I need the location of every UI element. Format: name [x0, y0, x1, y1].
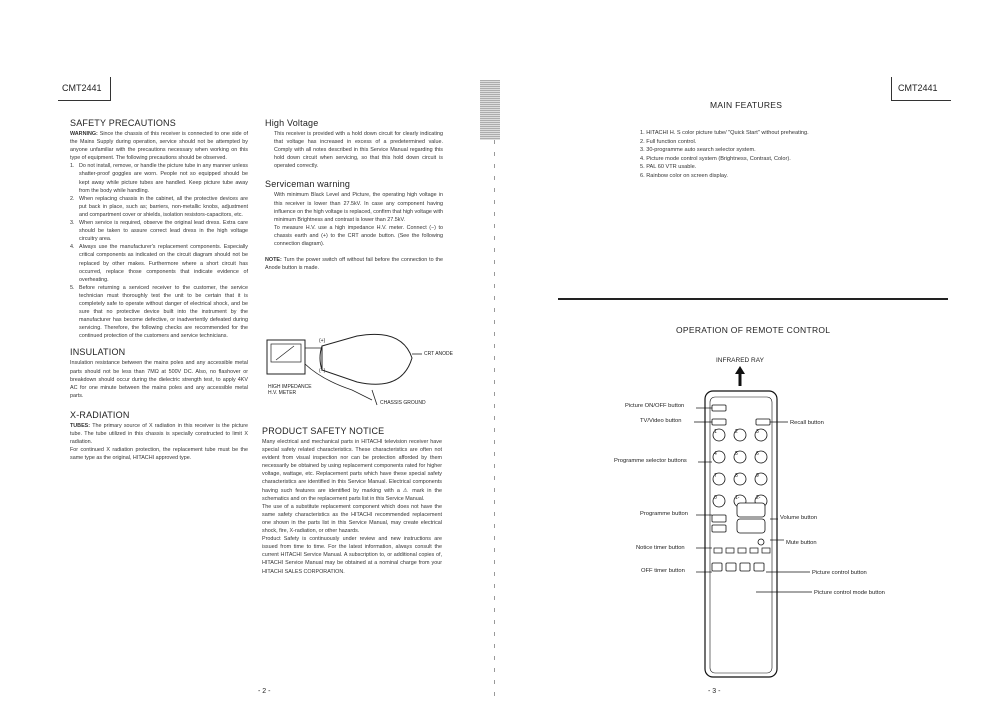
key-label-4: 4 — [714, 451, 717, 457]
label-programme-selector: Programme selector buttons — [614, 458, 687, 464]
serviceman-title: Serviceman warning — [265, 179, 351, 190]
list-item: 4. Picture mode control system (Brightness, Contrast, Color). — [640, 155, 791, 162]
note — [265, 256, 443, 272]
safety-title: SAFETY PRECAUTIONS — [70, 118, 176, 128]
insulation-title: INSULATION — [70, 347, 126, 358]
list-item: 4. Always use the manufacturer's replacement components. Especially critical components as indicated on the circuit diagram should not be replaced by other makes. Furthermore where a short circuit has occurred, replace those components that indicate evidence of overheating. — [70, 244, 248, 283]
label-tv-video: TV/Video button — [640, 418, 682, 424]
label-volume: Volume button — [780, 515, 818, 521]
label-mute: Mute button — [786, 540, 817, 546]
label-off-timer: OFF timer button — [641, 568, 685, 574]
list-item: 5. Before returning a serviced receiver to the customer, the service technician must thoroughly test the unit to be certain that it is completely safe to operate without danger of electrical shock, and be sure that no protective device built into the instrument by the manufacturer has become defective, or inadvertently defeated during servicing. Therefore, the following checks are recommended for the continued protection of the customers and service technicians. — [70, 284, 248, 340]
label-picture-onoff: Picture ON/OFF button — [625, 403, 685, 409]
left-header — [62, 83, 102, 93]
tubes-label: TUBES: — [70, 422, 91, 429]
note-text: Turn the power switch off without fail before the connection to the Anode button is made. — [265, 257, 443, 272]
right-page-number: - 3 - — [708, 688, 721, 695]
crt-tube-icon — [322, 334, 412, 384]
infrared-label: INFRARED RAY — [716, 357, 764, 364]
high-voltage-text: This receiver is provided with a hold down circuit for clearly indicating that voltage has increased in excess of a predetermined value. Comply with all notes described in this Service Manual regarding this hold down circuit when servicing, so that this hold down circuit is operated correctly. — [274, 131, 443, 170]
key-label-5: 5 — [735, 451, 738, 457]
xradiation-text: TUBES: The primary source of X radiation in this receiver is the picture tube. The tube utilized in this chassis is specially constructed to limit X radiation. For continued X radiation protection, the replacement tube must be the same type as the original, HITACHI approved type. — [70, 422, 248, 462]
key-label-3: 3 — [756, 429, 759, 435]
note-label: NOTE: — [265, 257, 282, 264]
diagram-minus: (−) — [319, 368, 326, 374]
diagram-plus: (+) — [319, 338, 326, 344]
left-header-rule — [58, 100, 110, 101]
label-picture-control: Picture control button — [812, 570, 867, 576]
left-column-1 — [70, 118, 248, 462]
list-item: 1. Do not install, remove, or handle the picture tube in any manner unless shatter-proof goggles are worn. People not so equipped should be kept away while picture tubes are handled. Keep picture tube away from the body while handling. — [70, 163, 249, 194]
key-label-1: 1 — [714, 429, 717, 435]
right-header — [898, 83, 938, 93]
product-safety-block — [262, 426, 442, 576]
list-item: 1. HITACHI H. S color picture tube/ "Quick Start" without preheating. — [640, 130, 809, 136]
label-recall: Recall button — [790, 420, 824, 426]
list-item: 3. When service is required, observe the original lead dress. Extra care should be taken to assure correct lead dress in the high voltage circuitry area. — [70, 220, 248, 243]
hv-meter-icon — [267, 340, 305, 374]
list-item: 6. Rainbow color on screen display. — [640, 172, 728, 179]
right-header-rule — [891, 100, 951, 101]
key-label-2: 2 — [735, 429, 738, 435]
list-item: 3. 30-programme auto search selector system. — [640, 147, 756, 154]
left-header-tick — [110, 77, 111, 101]
product-safety-title: PRODUCT SAFETY NOTICE — [262, 426, 385, 436]
safety-intro-text: Since the chassis of this receiver is connected to one side of the Mains Supply during operation, service should not be attempted by anyone unfamiliar with the precautions necessary when working on this type of equipment. The following precautions should be observed. — [70, 131, 248, 162]
safety-list — [70, 162, 248, 340]
left-page-number: - 2 - — [258, 688, 271, 695]
diagram-meter-line2: H.V. METER — [268, 390, 297, 396]
key-label-9: 9 — [756, 473, 759, 479]
diagram-chassis-ground: CHASSIS GROUND — [380, 400, 426, 406]
left-header-label: CMT2441 — [62, 83, 102, 93]
list-item: 2. Full function control. — [640, 138, 697, 145]
main-features-title: MAIN FEATURES — [710, 100, 783, 110]
key-label-7: 7 — [714, 473, 717, 479]
serviceman-text: With minimum Black Level and Picture, the operating high voltage in this receiver is lower than 27.5kV. In case any component having influence on the high voltage is replaced, confirm that high voltage with minimum Brightness and contrast is lower than 27.5kV. To measure H.V. use a high impedance H.V. meter. Connect (−) to chassis earth and (+) to the CRT anode button. (See the following connection diagram). — [274, 192, 444, 248]
label-picture-control-mode: Picture control mode button — [814, 590, 885, 596]
xradiation-text-2: For continued X radiation protection, the replacement tube must be the same type as the original, HITACHI approved type. — [70, 447, 248, 462]
right-header-tick — [891, 77, 892, 101]
center-gutter-line — [494, 140, 495, 700]
label-notice-timer: Notice timer button — [636, 545, 685, 551]
diagram-meter-line1: HIGH IMPEDANCE — [268, 384, 312, 390]
right-header-label: CMT2441 — [898, 83, 938, 93]
key-label-2-dash: 2- — [756, 495, 761, 501]
diagram-crt-anode: CRT ANODE — [424, 351, 453, 357]
warning-label: WARNING: — [70, 131, 98, 137]
label-programme: Programme button — [640, 511, 689, 517]
product-safety-text: Many electrical and mechanical parts in HITACHI television receiver have special safety related characteristics. These characteristics are often not evident from visual inspection nor can be protection afforded by them necessarily be obtained by using replacement components rated for higher voltage, wattage, etc. Replacement parts which have these special safety characteristics are identified in this Service Manual. Electrical components having such features are identified by marking with a ⚠ mark in the schematics and on the replacement parts list in this Service Manual. The use of a substitute replacement component which does not have the same safety characteristics as the HITACHI recommended replacement one shown in the parts list in this Service Manual, may create electrical shock, fire, X-radiation, or other hazards. Product Safety is continuously under review and new instructions are issued from time to time. For the latest information, always consult the current HITACHI Service Manual. A subscription to, or additional copies of, HITACHI Service Manual may be obtained at a nominal charge from your HITACHI SALES CORPORATION. — [262, 439, 442, 575]
remote-title: OPERATION OF REMOTE CONTROL — [676, 325, 831, 335]
center-gutter-strip — [480, 80, 500, 140]
key-label-0: 0 — [714, 495, 717, 501]
left-column-2 — [265, 118, 443, 272]
remote-leader-lines — [600, 380, 840, 610]
key-label-8: 8 — [735, 473, 738, 479]
high-voltage-title: High Voltage — [265, 118, 319, 128]
section-divider — [558, 298, 948, 300]
key-label-1-dash: 1- — [735, 495, 740, 501]
safety-intro — [70, 130, 248, 162]
main-features-list — [640, 129, 900, 181]
xradiation-title: X-RADIATION — [70, 409, 130, 420]
key-label-6: 6 — [756, 451, 759, 457]
list-item: 2. When replacing chassis in the cabinet, all the protective devices are put back in place, such as; barriers, non-metallic knobs, adjustment and compartment cover or shields, isolation resistors-capacitors, etc. — [70, 195, 248, 218]
insulation-text: Insulation resistance between the mains poles and any accessible metal parts should not be less than 7MΩ at 500V DC. Also, no flashover or breakdown should occur during the dielectric strength test, to apply 4KV AC for one minute between the mains poles and any accessible metal parts. — [70, 360, 248, 399]
list-item: 5. PAL 60 VTR usable. — [640, 164, 697, 171]
